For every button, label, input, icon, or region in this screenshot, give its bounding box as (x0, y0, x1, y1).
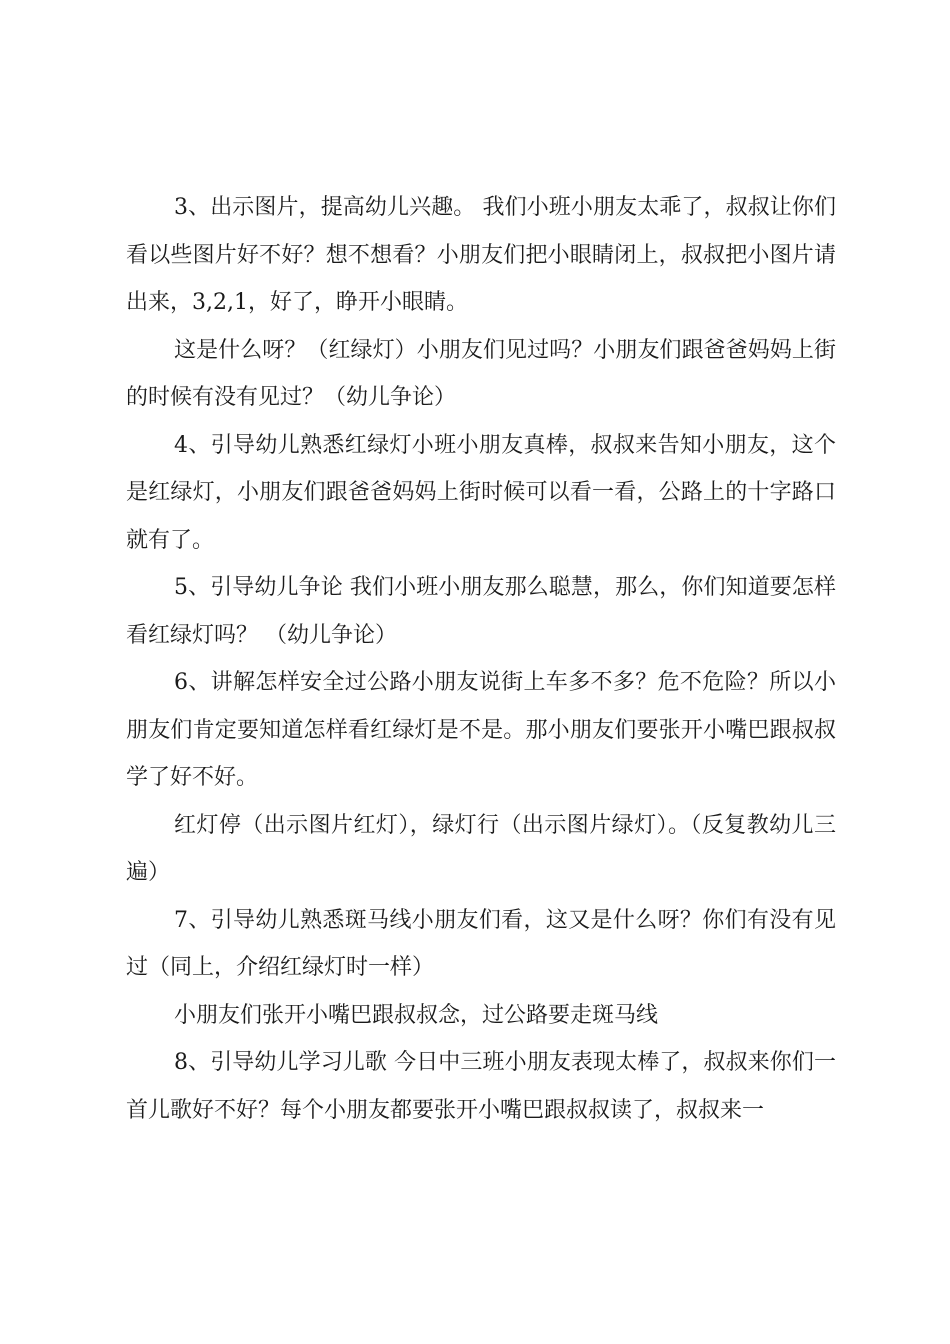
paragraph-step-5: 5、引导幼儿争论 我们小班小朋友那么聪慧，那么，你们知道要怎样看红绿灯吗？ （幼儿争论） (126, 575, 836, 648)
paragraph-step-7: 7、引导幼儿熟悉斑马线小朋友们看，这又是什么呀？你们有没有见过（同上，介绍红绿灯时一样） (126, 907, 836, 980)
document-body (126, 184, 836, 1134)
paragraph-red-green-rule: 红灯停（出示图片红灯），绿灯行（出示图片绿灯）。（反复教幼儿三遍） (126, 812, 836, 885)
paragraph-step-8: 8、引导幼儿学习儿歌 今日中三班小朋友表现太棒了，叔叔来你们一首儿歌好不好？每个小朋友都要张开小嘴巴跟叔叔读了，叔叔来一 (126, 1050, 836, 1123)
paragraph-zebra-chant: 小朋友们张开小嘴巴跟叔叔念，过公路要走斑马线 (174, 1002, 659, 1028)
paragraph-traffic-light-question: 这是什么呀？（红绿灯）小朋友们见过吗？小朋友们跟爸爸妈妈上街的时候有没有见过？（幼儿争论） (126, 337, 836, 410)
paragraph-step-4: 4、引导幼儿熟悉红绿灯小班小朋友真棒，叔叔来告知小朋友，这个是红绿灯，小朋友们跟爸爸妈妈上街时候可以看一看，公路上的十字路口就有了。 (126, 432, 836, 553)
paragraph-step-6: 6、讲解怎样安全过公路小朋友说街上车多不多？危不危险？所以小朋友们肯定要知道怎样看红绿灯是不是。那小朋友们要张开小嘴巴跟叔叔学了好不好。 (126, 670, 836, 790)
paragraph-step-3: 3、出示图片，提高幼儿兴趣。 我们小班小朋友太乖了，叔叔让你们看以些图片好不好？想不想看？小朋友们把小眼睛闭上，叔叔把小图片请出来，3,2,1，好了，睁开小眼睛。 (126, 195, 836, 315)
